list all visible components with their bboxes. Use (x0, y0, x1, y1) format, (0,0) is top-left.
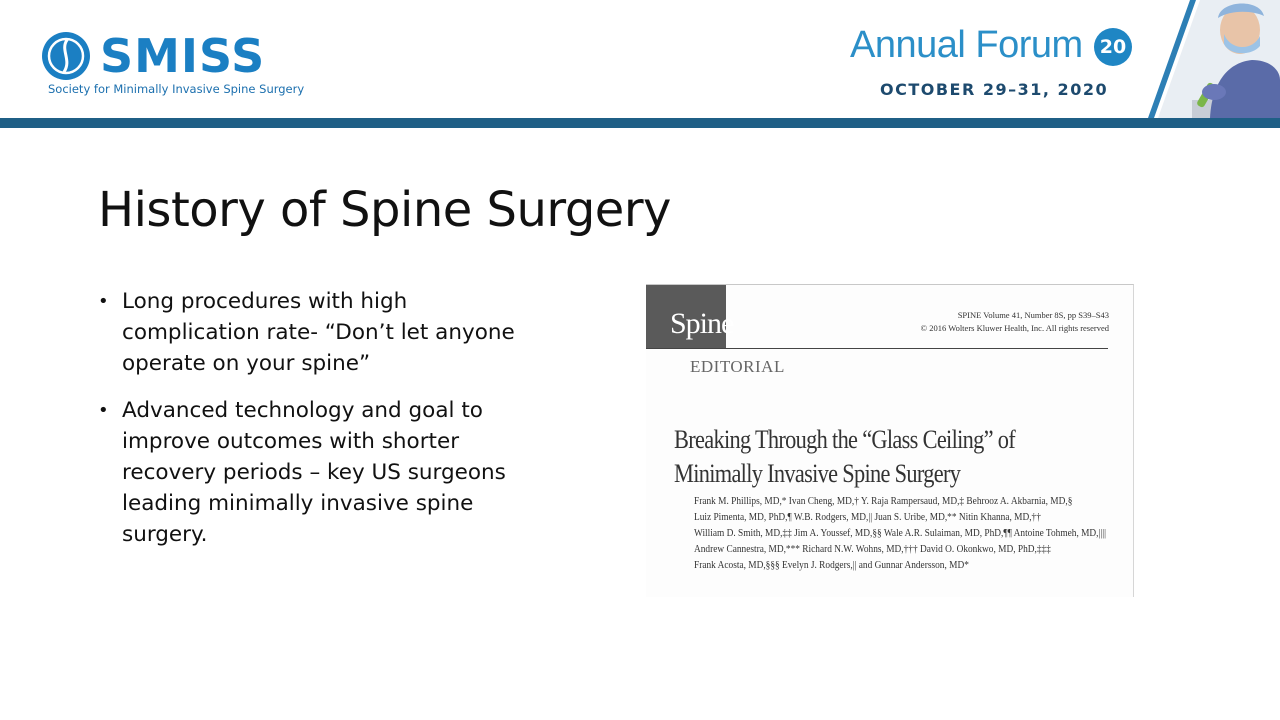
header-divider-bar (0, 118, 1280, 128)
bullet-text: Advanced technology and goal to improve outcomes with shorter recovery periods – key US surgeons leading minimally invasive spine surgery. (122, 398, 506, 547)
section-label: EDITORIAL (690, 357, 785, 376)
citation-line: SPINE Volume 41, Number 8S, pp S39–S43 (957, 310, 1109, 320)
author-line: William D. Smith, MD,‡‡ Jim A. Youssef, MD,§§ Wale A.R. Sulaiman, MD, PhD,¶¶ Antoine Tohmeh, MD,|||| (694, 527, 1107, 539)
journal-citation (921, 309, 1109, 335)
surgeon-photo (1140, 0, 1280, 118)
author-list (694, 493, 1119, 573)
bullet-text: Long procedures with high complication rate- “Don’t let anyone operate on your spine” (122, 289, 515, 376)
bullet-marker: • (98, 400, 109, 421)
forum-year-badge: 20 (1094, 28, 1132, 66)
smiss-logo (40, 28, 305, 102)
copyright-line: © 2016 Wolters Kluwer Health, Inc. All rights reserved (920, 323, 1109, 333)
slide-header (0, 0, 1280, 128)
journal-header-rule (646, 348, 1108, 349)
author-line: Frank Acosta, MD,§§§ Evelyn J. Rodgers,|| and Gunnar Andersson, MD* (694, 559, 969, 571)
author-line: Andrew Cannestra, MD,*** Richard N.W. Wohns, MD,††† David O. Okonkwo, MD, PhD,‡‡‡ (694, 543, 1051, 555)
logo-tagline: Society for Minimally Invasive Spine Surgery (48, 82, 305, 96)
bullet-list (98, 286, 548, 566)
forum-dates: OCTOBER 29–31, 2020 (880, 80, 1109, 99)
spine-logo-icon (40, 30, 92, 82)
bullet-marker: • (98, 291, 109, 312)
logo-wordmark: SMISS (100, 29, 266, 83)
slide-title: History of Spine Surgery (98, 182, 671, 238)
article-title-line: Minimally Invasive Spine Surgery (674, 459, 961, 488)
bullet-item (98, 286, 548, 379)
author-line: Luiz Pimenta, MD, PhD,¶ W.B. Rodgers, MD,|| Juan S. Uribe, MD,** Nitin Khanna, MD,†† (694, 511, 1041, 523)
author-line: Frank M. Phillips, MD,* Ivan Cheng, MD,† Y. Raja Rampersaud, MD,‡ Behrooz A. Akbarnia, MD,§ (694, 495, 1073, 507)
forum-title: Annual Forum (850, 24, 1083, 66)
journal-name: Spine (670, 307, 734, 340)
annual-forum-banner (840, 22, 1140, 112)
article-title (674, 423, 1052, 491)
bullet-item (98, 395, 548, 550)
journal-logo-box (646, 285, 734, 349)
article-title-line: Breaking Through the “Glass Ceiling” of (674, 425, 1016, 454)
article-excerpt-image (646, 284, 1134, 597)
